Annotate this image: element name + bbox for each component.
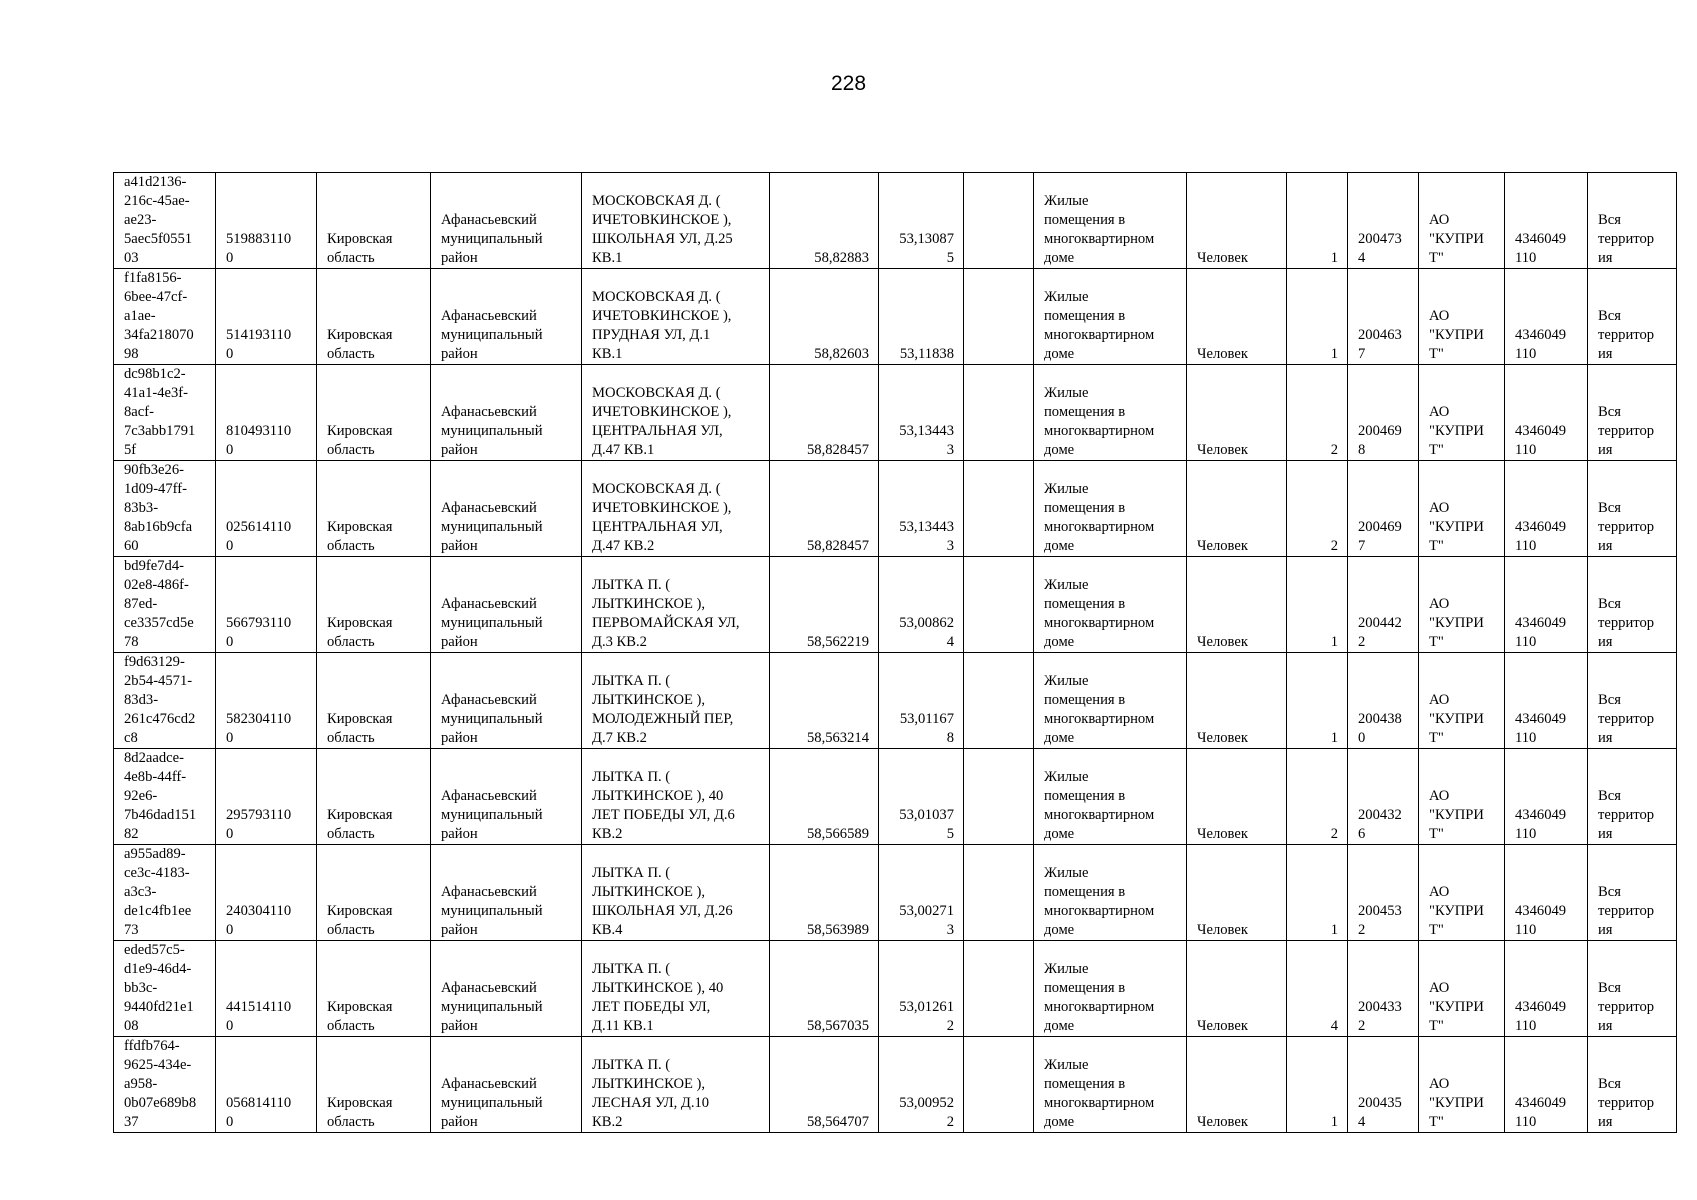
cell-inn: 4346049 110 (1505, 653, 1588, 749)
cell-code: 441514110 0 (216, 941, 317, 1037)
cell-quantity: 1 (1287, 845, 1348, 941)
cell-latitude: 58,567035 (770, 941, 879, 1037)
cell-record-id: a955ad89- ce3c-4183- a3c3- de1c4fb1ee 73 (114, 845, 216, 941)
cell-organization: АО "КУПРИ Т" (1419, 269, 1505, 365)
table-row (114, 173, 1677, 269)
cell-code: 025614110 0 (216, 461, 317, 557)
cell-address: МОСКОВСКАЯ Д. ( ИЧЕТОВКИНСКОЕ ), ПРУДНАЯ УЛ, Д.1 КВ.1 (582, 269, 770, 365)
cell-premises-type: Жилые помещения в многоквартирном доме (1034, 173, 1187, 269)
cell-address: ЛЫТКА П. ( ЛЫТКИНСКОЕ ), ПЕРВОМАЙСКАЯ УЛ, Д.3 КВ.2 (582, 557, 770, 653)
cell-quantity: 1 (1287, 173, 1348, 269)
table-row (114, 365, 1677, 461)
cell-empty (964, 173, 1034, 269)
cell-district: Афанасьевский муниципальный район (431, 173, 582, 269)
cell-longitude: 53,01167 8 (879, 653, 964, 749)
cell-district: Афанасьевский муниципальный район (431, 653, 582, 749)
cell-record-id: 8d2aadce- 4e8b-44ff- 92e6- 7b46dad151 82 (114, 749, 216, 845)
cell-latitude: 58,566589 (770, 749, 879, 845)
cell-unit: Человек (1187, 365, 1287, 461)
cell-district: Афанасьевский муниципальный район (431, 1037, 582, 1133)
cell-quantity: 1 (1287, 1037, 1348, 1133)
cell-quantity: 4 (1287, 941, 1348, 1037)
cell-inn: 4346049 110 (1505, 365, 1588, 461)
cell-premises-type: Жилые помещения в многоквартирном доме (1034, 1037, 1187, 1133)
cell-organization: АО "КУПРИ Т" (1419, 365, 1505, 461)
cell-unit: Человек (1187, 269, 1287, 365)
cell-code: 056814110 0 (216, 1037, 317, 1133)
cell-inn: 4346049 110 (1505, 941, 1588, 1037)
cell-address: ЛЫТКА П. ( ЛЫТКИНСКОЕ ), 40 ЛЕТ ПОБЕДЫ УЛ, Д.11 КВ.1 (582, 941, 770, 1037)
cell-code: 514193110 0 (216, 269, 317, 365)
cell-inn: 4346049 110 (1505, 461, 1588, 557)
cell-unit: Человек (1187, 941, 1287, 1037)
cell-region: Кировская область (317, 749, 431, 845)
cell-number: 200433 2 (1348, 941, 1419, 1037)
cell-number: 200432 6 (1348, 749, 1419, 845)
cell-empty (964, 557, 1034, 653)
cell-number: 200469 8 (1348, 365, 1419, 461)
cell-inn: 4346049 110 (1505, 173, 1588, 269)
cell-inn: 4346049 110 (1505, 1037, 1588, 1133)
cell-organization: АО "КУПРИ Т" (1419, 557, 1505, 653)
cell-longitude: 53,13443 3 (879, 461, 964, 557)
cell-territory: Вся территор ия (1588, 1037, 1677, 1133)
cell-record-id: a41d2136- 216c-45ae- ae23- 5aec5f0551 03 (114, 173, 216, 269)
table-row (114, 653, 1677, 749)
table-body (114, 173, 1677, 1133)
cell-region: Кировская область (317, 557, 431, 653)
cell-region: Кировская область (317, 461, 431, 557)
cell-organization: АО "КУПРИ Т" (1419, 749, 1505, 845)
cell-unit: Человек (1187, 653, 1287, 749)
cell-record-id: dc98b1c2- 41a1-4e3f- 8acf- 7c3abb1791 5f (114, 365, 216, 461)
cell-premises-type: Жилые помещения в многоквартирном доме (1034, 653, 1187, 749)
cell-territory: Вся территор ия (1588, 269, 1677, 365)
cell-longitude: 53,00952 2 (879, 1037, 964, 1133)
cell-record-id: f1fa8156- 6bee-47cf- a1ae- 34fa218070 98 (114, 269, 216, 365)
table-row (114, 1037, 1677, 1133)
cell-address: МОСКОВСКАЯ Д. ( ИЧЕТОВКИНСКОЕ ), ШКОЛЬНАЯ УЛ, Д.25 КВ.1 (582, 173, 770, 269)
cell-region: Кировская область (317, 173, 431, 269)
cell-territory: Вся территор ия (1588, 653, 1677, 749)
cell-unit: Человек (1187, 461, 1287, 557)
cell-code: 810493110 0 (216, 365, 317, 461)
cell-number: 200469 7 (1348, 461, 1419, 557)
cell-code: 566793110 0 (216, 557, 317, 653)
cell-premises-type: Жилые помещения в многоквартирном доме (1034, 365, 1187, 461)
cell-address: ЛЫТКА П. ( ЛЫТКИНСКОЕ ), 40 ЛЕТ ПОБЕДЫ УЛ, Д.6 КВ.2 (582, 749, 770, 845)
table-row (114, 749, 1677, 845)
cell-district: Афанасьевский муниципальный район (431, 557, 582, 653)
cell-district: Афанасьевский муниципальный район (431, 941, 582, 1037)
cell-premises-type: Жилые помещения в многоквартирном доме (1034, 269, 1187, 365)
cell-territory: Вся территор ия (1588, 173, 1677, 269)
cell-empty (964, 941, 1034, 1037)
cell-unit: Человек (1187, 845, 1287, 941)
cell-district: Афанасьевский муниципальный район (431, 749, 582, 845)
cell-number: 200438 0 (1348, 653, 1419, 749)
registry-table (113, 172, 1677, 1133)
cell-territory: Вся территор ия (1588, 845, 1677, 941)
cell-territory: Вся территор ия (1588, 365, 1677, 461)
cell-number: 200463 7 (1348, 269, 1419, 365)
cell-region: Кировская область (317, 653, 431, 749)
page-number: 228 (830, 72, 867, 95)
cell-latitude: 58,828457 (770, 461, 879, 557)
cell-code: 519883110 0 (216, 173, 317, 269)
cell-code: 240304110 0 (216, 845, 317, 941)
cell-organization: АО "КУПРИ Т" (1419, 1037, 1505, 1133)
cell-region: Кировская область (317, 269, 431, 365)
cell-organization: АО "КУПРИ Т" (1419, 845, 1505, 941)
cell-record-id: f9d63129- 2b54-4571- 83d3- 261c476cd2 c8 (114, 653, 216, 749)
cell-inn: 4346049 110 (1505, 557, 1588, 653)
cell-region: Кировская область (317, 941, 431, 1037)
cell-premises-type: Жилые помещения в многоквартирном доме (1034, 845, 1187, 941)
cell-territory: Вся территор ия (1588, 461, 1677, 557)
cell-quantity: 2 (1287, 749, 1348, 845)
table-row (114, 269, 1677, 365)
cell-quantity: 2 (1287, 461, 1348, 557)
cell-empty (964, 365, 1034, 461)
cell-region: Кировская область (317, 845, 431, 941)
cell-latitude: 58,82883 (770, 173, 879, 269)
cell-territory: Вся территор ия (1588, 557, 1677, 653)
cell-region: Кировская область (317, 365, 431, 461)
cell-unit: Человек (1187, 1037, 1287, 1133)
cell-number: 200442 2 (1348, 557, 1419, 653)
cell-premises-type: Жилые помещения в многоквартирном доме (1034, 749, 1187, 845)
cell-number: 200453 2 (1348, 845, 1419, 941)
cell-district: Афанасьевский муниципальный район (431, 269, 582, 365)
cell-region: Кировская область (317, 1037, 431, 1133)
cell-longitude: 53,00271 3 (879, 845, 964, 941)
cell-empty (964, 845, 1034, 941)
cell-district: Афанасьевский муниципальный район (431, 461, 582, 557)
cell-territory: Вся территор ия (1588, 749, 1677, 845)
cell-address: ЛЫТКА П. ( ЛЫТКИНСКОЕ ), МОЛОДЕЖНЫЙ ПЕР, Д.7 КВ.2 (582, 653, 770, 749)
cell-record-id: 90fb3e26- 1d09-47ff- 83b3- 8ab16b9cfa 60 (114, 461, 216, 557)
cell-empty (964, 749, 1034, 845)
cell-premises-type: Жилые помещения в многоквартирном доме (1034, 461, 1187, 557)
cell-quantity: 1 (1287, 557, 1348, 653)
cell-organization: АО "КУПРИ Т" (1419, 653, 1505, 749)
cell-record-id: eded57c5- d1e9-46d4- bb3c- 9440fd21e1 08 (114, 941, 216, 1037)
cell-district: Афанасьевский муниципальный район (431, 845, 582, 941)
cell-number: 200435 4 (1348, 1037, 1419, 1133)
cell-latitude: 58,828457 (770, 365, 879, 461)
cell-empty (964, 1037, 1034, 1133)
cell-premises-type: Жилые помещения в многоквартирном доме (1034, 941, 1187, 1037)
cell-unit: Человек (1187, 557, 1287, 653)
cell-address: ЛЫТКА П. ( ЛЫТКИНСКОЕ ), ЛЕСНАЯ УЛ, Д.10 КВ.2 (582, 1037, 770, 1133)
cell-empty (964, 461, 1034, 557)
cell-latitude: 58,562219 (770, 557, 879, 653)
cell-record-id: ffdfb764- 9625-434e- a958- 0b07e689b8 37 (114, 1037, 216, 1133)
cell-organization: АО "КУПРИ Т" (1419, 173, 1505, 269)
cell-longitude: 53,11838 (879, 269, 964, 365)
cell-code: 582304110 0 (216, 653, 317, 749)
cell-territory: Вся территор ия (1588, 941, 1677, 1037)
cell-longitude: 53,01261 2 (879, 941, 964, 1037)
cell-unit: Человек (1187, 173, 1287, 269)
cell-address: МОСКОВСКАЯ Д. ( ИЧЕТОВКИНСКОЕ ), ЦЕНТРАЛЬНАЯ УЛ, Д.47 КВ.2 (582, 461, 770, 557)
cell-longitude: 53,00862 4 (879, 557, 964, 653)
cell-quantity: 1 (1287, 269, 1348, 365)
cell-inn: 4346049 110 (1505, 269, 1588, 365)
cell-longitude: 53,13443 3 (879, 365, 964, 461)
cell-organization: АО "КУПРИ Т" (1419, 941, 1505, 1037)
cell-address: ЛЫТКА П. ( ЛЫТКИНСКОЕ ), ШКОЛЬНАЯ УЛ, Д.26 КВ.4 (582, 845, 770, 941)
table-row (114, 557, 1677, 653)
cell-latitude: 58,563214 (770, 653, 879, 749)
cell-latitude: 58,82603 (770, 269, 879, 365)
table-row (114, 461, 1677, 557)
cell-number: 200473 4 (1348, 173, 1419, 269)
cell-latitude: 58,564707 (770, 1037, 879, 1133)
cell-longitude: 53,01037 5 (879, 749, 964, 845)
cell-inn: 4346049 110 (1505, 749, 1588, 845)
cell-empty (964, 653, 1034, 749)
table-row (114, 941, 1677, 1037)
cell-quantity: 1 (1287, 653, 1348, 749)
cell-record-id: bd9fe7d4- 02e8-486f- 87ed- ce3357cd5e 78 (114, 557, 216, 653)
cell-premises-type: Жилые помещения в многоквартирном доме (1034, 557, 1187, 653)
cell-district: Афанасьевский муниципальный район (431, 365, 582, 461)
cell-inn: 4346049 110 (1505, 845, 1588, 941)
cell-code: 295793110 0 (216, 749, 317, 845)
cell-empty (964, 269, 1034, 365)
cell-address: МОСКОВСКАЯ Д. ( ИЧЕТОВКИНСКОЕ ), ЦЕНТРАЛЬНАЯ УЛ, Д.47 КВ.1 (582, 365, 770, 461)
table-row (114, 845, 1677, 941)
cell-organization: АО "КУПРИ Т" (1419, 461, 1505, 557)
cell-latitude: 58,563989 (770, 845, 879, 941)
cell-longitude: 53,13087 5 (879, 173, 964, 269)
cell-unit: Человек (1187, 749, 1287, 845)
cell-quantity: 2 (1287, 365, 1348, 461)
